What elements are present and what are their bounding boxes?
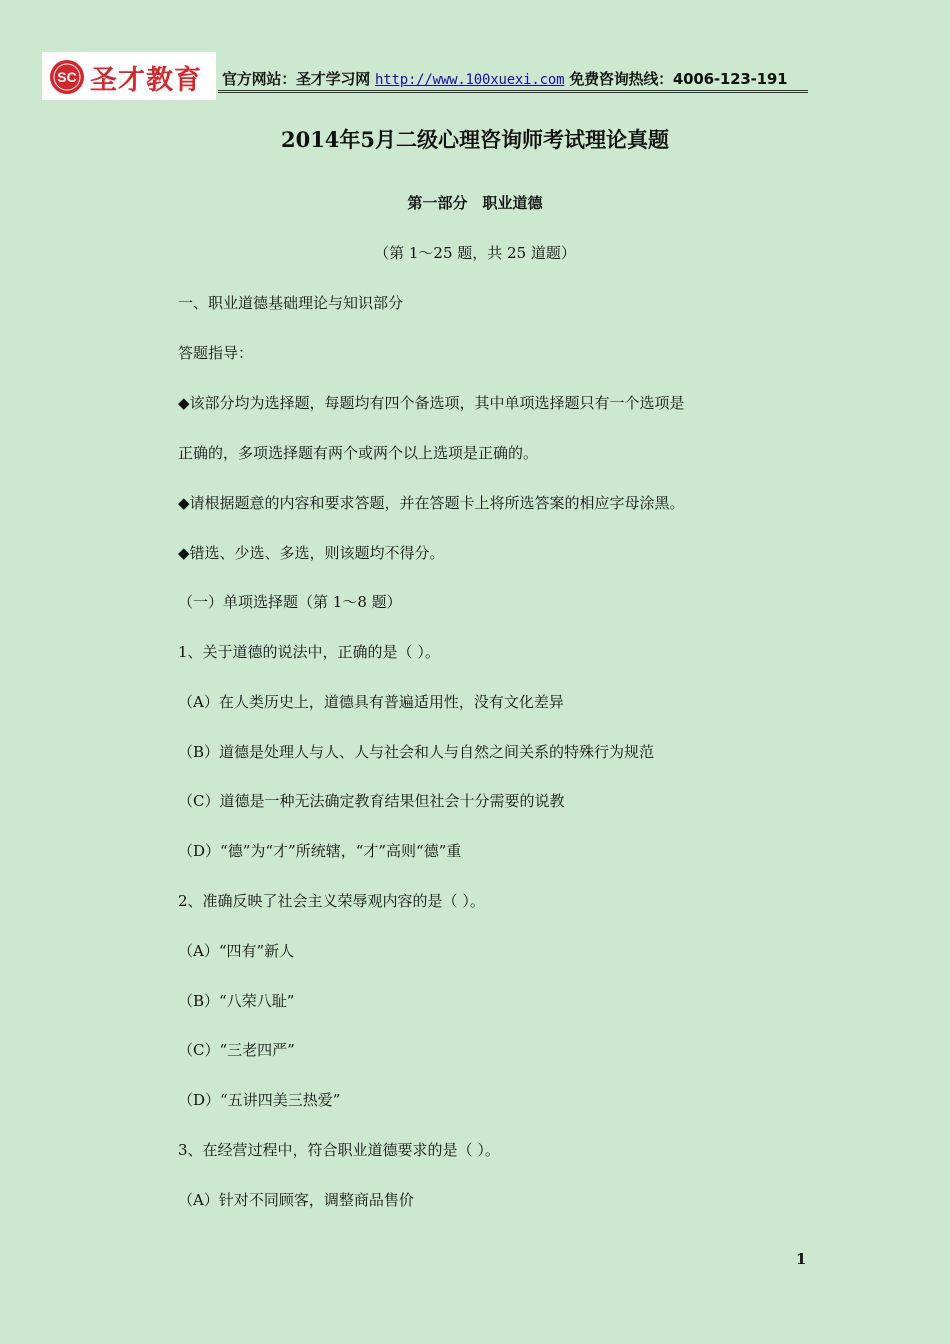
option-2b: （B）“八荣八耻” bbox=[178, 992, 295, 1010]
site-url-link[interactable]: http://www.100xuexi.com bbox=[375, 72, 565, 88]
question-2: 2、准确反映了社会主义荣辱观内容的是（ ）。 bbox=[178, 892, 485, 910]
option-2c: （C）“三老四严” bbox=[178, 1041, 295, 1059]
document-title: 2014年5月二级心理咨询师考试理论真题 bbox=[280, 127, 670, 152]
instruction-line: 正确的，多项选择题有两个或两个以上选项是正确的。 bbox=[178, 444, 539, 462]
section-title: 第一部分 职业道德 bbox=[407, 194, 543, 212]
logo-text: 圣才教育 bbox=[90, 65, 202, 96]
range-note: （第 1～25 题，共 25 道题） bbox=[374, 244, 576, 262]
option-1b: （B）道德是处理人与人、人与社会和人与自然之间关系的特殊行为规范 bbox=[178, 743, 655, 761]
instructions-label: 答题指导： bbox=[178, 344, 254, 362]
instruction-line: ◆该部分均为选择题，每题均有四个备选项，其中单项选择题只有一个选项是 bbox=[178, 394, 685, 412]
question-1: 1、关于道德的说法中，正确的是（ ）。 bbox=[178, 643, 440, 661]
logo-emblem-icon bbox=[48, 58, 86, 96]
logo-initials: SC bbox=[57, 69, 77, 85]
logo bbox=[42, 52, 216, 100]
option-1c: （C）道德是一种无法确定教育结果但社会十分需要的说教 bbox=[178, 792, 565, 810]
hotline: 免费咨询热线：4006-123-191 bbox=[564, 70, 788, 88]
site-label: 官方网站：圣才学习网 bbox=[222, 70, 376, 88]
instruction-line: ◆请根据题意的内容和要求答题，并在答题卡上将所选答案的相应字母涂黑。 bbox=[178, 494, 685, 512]
page-header bbox=[42, 52, 808, 100]
header-rule bbox=[218, 90, 808, 93]
option-1d: （D）“德”为“才”所统辖，“才”高则“德”重 bbox=[178, 842, 462, 860]
header-info bbox=[222, 68, 787, 89]
option-2d: （D）“五讲四美三热爱” bbox=[178, 1091, 341, 1109]
option-3a: （A）针对不同顾客，调整商品售价 bbox=[178, 1191, 414, 1209]
instruction-line: ◆错选、少选、多选，则该题均不得分。 bbox=[178, 544, 445, 562]
page-number: 1 bbox=[796, 1250, 807, 1268]
question-3: 3、在经营过程中，符合职业道德要求的是（ ）。 bbox=[178, 1141, 500, 1159]
heading-part-one: 一、职业道德基础理论与知识部分 bbox=[178, 294, 404, 312]
subsection-heading: （一）单项选择题（第 1～8 题） bbox=[178, 593, 402, 611]
option-1a: （A）在人类历史上，道德具有普遍适用性，没有文化差异 bbox=[178, 693, 564, 711]
option-2a: （A）“四有”新人 bbox=[178, 942, 295, 960]
